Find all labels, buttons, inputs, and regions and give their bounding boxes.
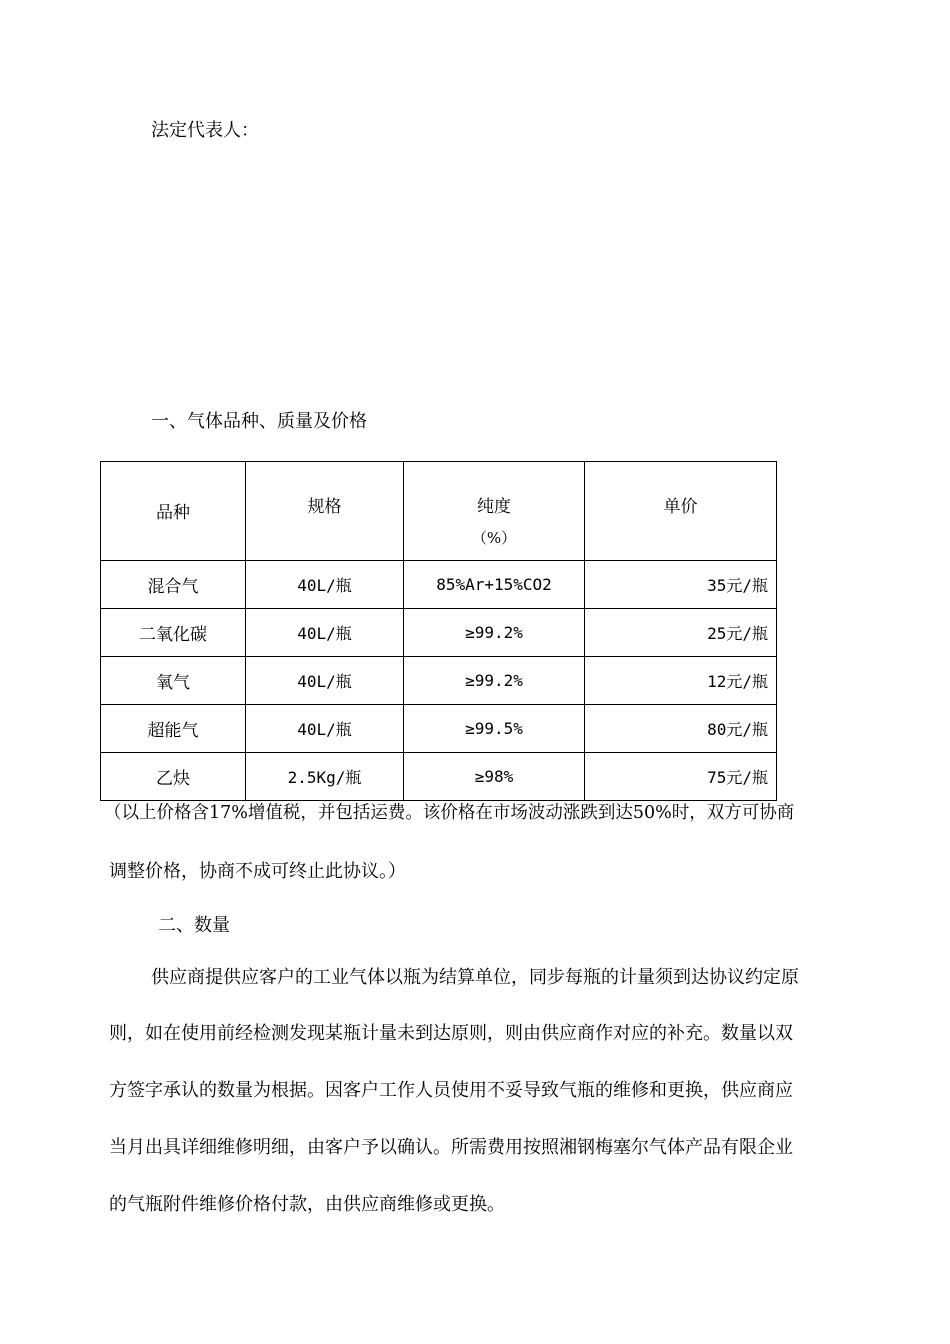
cell-variety: 乙炔 [101,753,246,801]
cell-spec: 40L/瓶 [246,705,404,753]
table-row [101,657,777,705]
price-note-line-1: （以上价格含17%增值税，并包括运费。该价格在市场波动涨跌到达50%时，双方可协商 [104,803,795,823]
cell-spec: 40L/瓶 [246,561,404,609]
legal-representative-label: 法定代表人： [151,120,259,141]
quantity-paragraph-line: 则，如在使用前经检测发现某瓶计量未到达原则，则由供应商作对应的补充。数量以双 [109,1023,793,1044]
cell-price: 35元/瓶 [585,561,777,609]
cell-price: 25元/瓶 [585,609,777,657]
cell-variety: 二氧化碳 [101,609,246,657]
cell-spec: 40L/瓶 [246,609,404,657]
gas-price-table [100,461,777,801]
header-purity: 纯度 （%） [404,462,585,561]
quantity-paragraph-line: 当月出具详细维修明细，由客户予以确认。所需费用按照湘钢梅塞尔气体产品有限企业 [109,1137,793,1158]
cell-purity: ≥99.5% [404,705,585,753]
price-note-line-2: 调整价格，协商不成可终止此协议。） [109,861,406,882]
section-title-gas-quality-price: 一、气体品种、质量及价格 [151,411,367,432]
quantity-paragraph-line: 的气瓶附件维修价格付款，由供应商维修或更换。 [109,1194,505,1215]
header-price: 单价 [585,462,777,561]
quantity-paragraph-line: 供应商提供应客户的工业气体以瓶为结算单位，同步每瓶的计量须到达协议约定原 [151,967,799,988]
cell-price: 75元/瓶 [585,753,777,801]
cell-purity: 85%Ar+15%CO2 [404,561,585,609]
header-spec: 规格 [246,462,404,561]
table-row [101,609,777,657]
cell-spec: 40L/瓶 [246,657,404,705]
section-title-quantity: 二、数量 [158,915,230,936]
header-variety: 品种 [101,462,246,561]
table-header-row [101,462,777,561]
table-row [101,753,777,801]
cell-price: 80元/瓶 [585,705,777,753]
table-row [101,705,777,753]
quantity-paragraph-line: 方签字承认的数量为根据。因客户工作人员使用不妥导致气瓶的维修和更换，供应商应 [109,1080,793,1101]
cell-variety: 氧气 [101,657,246,705]
cell-purity: ≥98% [404,753,585,801]
cell-price: 12元/瓶 [585,657,777,705]
table-row [101,561,777,609]
cell-spec: 2.5Kg/瓶 [246,753,404,801]
cell-purity: ≥99.2% [404,657,585,705]
cell-purity: ≥99.2% [404,609,585,657]
cell-variety: 混合气 [101,561,246,609]
cell-variety: 超能气 [101,705,246,753]
header-purity-unit: （%） [471,529,517,547]
